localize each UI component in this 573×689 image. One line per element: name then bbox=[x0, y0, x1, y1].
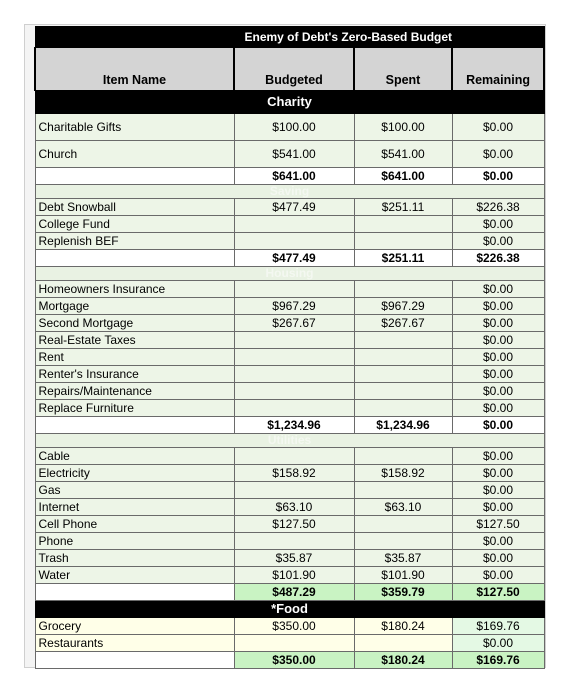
budgeted-cell[interactable]: $477.49 bbox=[234, 199, 354, 216]
header-remaining[interactable]: Remaining bbox=[452, 48, 544, 91]
section-header-charity bbox=[35, 91, 544, 114]
item-name-cell[interactable]: College Fund bbox=[35, 216, 234, 233]
total-remaining-cell[interactable]: $0.00 bbox=[452, 417, 544, 434]
remaining-cell[interactable]: $0.00 bbox=[452, 635, 544, 652]
budgeted-cell[interactable]: $127.50 bbox=[234, 516, 354, 533]
remaining-cell[interactable]: $0.00 bbox=[452, 332, 544, 349]
remaining-cell[interactable]: $0.00 bbox=[452, 114, 544, 141]
item-name-cell[interactable]: Mortgage bbox=[35, 298, 234, 315]
budgeted-cell[interactable] bbox=[234, 281, 354, 298]
remaining-cell[interactable]: $0.00 bbox=[452, 216, 544, 233]
remaining-cell[interactable]: $0.00 bbox=[452, 315, 544, 332]
budgeted-cell[interactable] bbox=[234, 383, 354, 400]
section-header-housing bbox=[35, 267, 544, 281]
remaining-cell[interactable]: $226.38 bbox=[452, 199, 544, 216]
remaining-cell[interactable]: $169.76 bbox=[452, 618, 544, 635]
remaining-cell[interactable]: $0.00 bbox=[452, 550, 544, 567]
budgeted-cell[interactable] bbox=[234, 482, 354, 499]
spent-cell[interactable] bbox=[354, 448, 452, 465]
spent-cell[interactable] bbox=[354, 383, 452, 400]
item-name-cell[interactable]: Repairs/Maintenance bbox=[35, 383, 234, 400]
total-label-cell[interactable] bbox=[35, 250, 234, 267]
section-label[interactable]: Housing bbox=[35, 267, 544, 281]
spent-cell[interactable] bbox=[354, 516, 452, 533]
spent-cell[interactable]: $100.00 bbox=[354, 114, 452, 141]
budgeted-cell[interactable] bbox=[234, 533, 354, 550]
table-row bbox=[35, 383, 544, 400]
table-row bbox=[35, 281, 544, 298]
table-row bbox=[35, 618, 544, 635]
table-row bbox=[35, 349, 544, 366]
spent-cell[interactable]: $967.29 bbox=[354, 298, 452, 315]
remaining-cell[interactable]: $0.00 bbox=[452, 567, 544, 584]
spent-cell[interactable] bbox=[354, 233, 452, 250]
budgeted-cell[interactable]: $158.92 bbox=[234, 465, 354, 482]
item-name-cell[interactable]: Rent bbox=[35, 349, 234, 366]
table-row bbox=[35, 216, 544, 233]
budget-table bbox=[34, 26, 545, 669]
total-row-housing bbox=[35, 417, 544, 434]
remaining-cell[interactable]: $0.00 bbox=[452, 465, 544, 482]
budgeted-cell[interactable]: $967.29 bbox=[234, 298, 354, 315]
table-row bbox=[35, 533, 544, 550]
header-item-name[interactable]: Item Name bbox=[35, 48, 234, 91]
total-row-utilities bbox=[35, 584, 544, 601]
item-name-cell[interactable]: Replenish BEF bbox=[35, 233, 234, 250]
spent-cell[interactable]: $267.67 bbox=[354, 315, 452, 332]
remaining-cell[interactable]: $0.00 bbox=[452, 448, 544, 465]
budgeted-cell[interactable] bbox=[234, 233, 354, 250]
table-row bbox=[35, 315, 544, 332]
table-row bbox=[35, 332, 544, 349]
total-label-cell[interactable] bbox=[35, 168, 234, 185]
table-row bbox=[35, 298, 544, 315]
total-spent-cell[interactable]: $251.11 bbox=[354, 250, 452, 267]
spent-cell[interactable] bbox=[354, 281, 452, 298]
item-name-cell[interactable]: Second Mortgage bbox=[35, 315, 234, 332]
item-name-cell[interactable]: Renter's Insurance bbox=[35, 366, 234, 383]
total-budgeted-cell[interactable]: $477.49 bbox=[234, 250, 354, 267]
total-row-saving bbox=[35, 250, 544, 267]
remaining-cell[interactable]: $0.00 bbox=[452, 281, 544, 298]
total-remaining-cell[interactable]: $169.76 bbox=[452, 652, 544, 669]
item-name-cell[interactable]: Water bbox=[35, 567, 234, 584]
header-spent[interactable]: Spent bbox=[354, 48, 452, 91]
budgeted-cell[interactable]: $350.00 bbox=[234, 618, 354, 635]
header-budgeted[interactable]: Budgeted bbox=[234, 48, 354, 91]
remaining-cell[interactable]: $127.50 bbox=[452, 516, 544, 533]
spent-cell[interactable]: $251.11 bbox=[354, 199, 452, 216]
spent-cell[interactable]: $541.00 bbox=[354, 141, 452, 168]
budgeted-cell[interactable]: $267.67 bbox=[234, 315, 354, 332]
remaining-cell[interactable]: $0.00 bbox=[452, 349, 544, 366]
budgeted-cell[interactable]: $100.00 bbox=[234, 114, 354, 141]
item-name-cell[interactable]: Charitable Gifts bbox=[35, 114, 234, 141]
spent-cell[interactable] bbox=[354, 400, 452, 417]
budgeted-cell[interactable] bbox=[234, 216, 354, 233]
total-remaining-cell[interactable]: $0.00 bbox=[452, 168, 544, 185]
item-name-cell[interactable]: Real-Estate Taxes bbox=[35, 332, 234, 349]
spent-cell[interactable] bbox=[354, 482, 452, 499]
total-remaining-cell[interactable]: $127.50 bbox=[452, 584, 544, 601]
item-name-cell[interactable]: Internet bbox=[35, 499, 234, 516]
item-name-cell[interactable]: Cable bbox=[35, 448, 234, 465]
total-row-charity bbox=[35, 168, 544, 185]
item-name-cell[interactable]: Gas bbox=[35, 482, 234, 499]
budgeted-cell[interactable] bbox=[234, 635, 354, 652]
budgeted-cell[interactable]: $541.00 bbox=[234, 141, 354, 168]
item-name-cell[interactable]: Electricity bbox=[35, 465, 234, 482]
item-name-cell[interactable]: Church bbox=[35, 141, 234, 168]
budgeted-cell[interactable]: $35.87 bbox=[234, 550, 354, 567]
spent-cell[interactable] bbox=[354, 216, 452, 233]
spent-cell[interactable] bbox=[354, 366, 452, 383]
table-row bbox=[35, 366, 544, 383]
remaining-cell[interactable]: $0.00 bbox=[452, 141, 544, 168]
table-row bbox=[35, 448, 544, 465]
total-row-food bbox=[35, 652, 544, 669]
remaining-cell[interactable]: $0.00 bbox=[452, 400, 544, 417]
total-spent-cell[interactable]: $1,234.96 bbox=[354, 417, 452, 434]
section-label[interactable]: *Food bbox=[35, 601, 544, 618]
header-row bbox=[35, 48, 544, 91]
table-row bbox=[35, 482, 544, 499]
total-remaining-cell[interactable]: $226.38 bbox=[452, 250, 544, 267]
item-name-cell[interactable]: Phone bbox=[35, 533, 234, 550]
spent-cell[interactable] bbox=[354, 332, 452, 349]
spent-cell[interactable]: $101.90 bbox=[354, 567, 452, 584]
spent-cell[interactable] bbox=[354, 349, 452, 366]
item-name-cell[interactable]: Grocery bbox=[35, 618, 234, 635]
section-header-food bbox=[35, 601, 544, 618]
section-header-utilities bbox=[35, 434, 544, 448]
item-name-cell[interactable]: Debt Snowball bbox=[35, 199, 234, 216]
total-label-cell[interactable] bbox=[35, 584, 234, 601]
budgeted-cell[interactable] bbox=[234, 366, 354, 383]
table-row bbox=[35, 114, 544, 141]
section-label[interactable]: Utilities bbox=[35, 434, 544, 448]
table-row bbox=[35, 516, 544, 533]
remaining-cell[interactable]: $0.00 bbox=[452, 482, 544, 499]
total-budgeted-cell[interactable]: $641.00 bbox=[234, 168, 354, 185]
table-row bbox=[35, 199, 544, 216]
total-budgeted-cell[interactable]: $1,234.96 bbox=[234, 417, 354, 434]
table-row bbox=[35, 233, 544, 250]
remaining-cell[interactable]: $0.00 bbox=[452, 233, 544, 250]
sheet-title[interactable]: Enemy of Debt's Zero-Based Budget bbox=[234, 27, 544, 48]
remaining-cell[interactable]: $0.00 bbox=[452, 533, 544, 550]
section-label[interactable]: Charity bbox=[35, 91, 544, 114]
table-row bbox=[35, 567, 544, 584]
table-row bbox=[35, 400, 544, 417]
item-name-cell[interactable]: Replace Furniture bbox=[35, 400, 234, 417]
total-budgeted-cell[interactable]: $487.29 bbox=[234, 584, 354, 601]
budgeted-cell[interactable] bbox=[234, 448, 354, 465]
spent-cell[interactable]: $63.10 bbox=[354, 499, 452, 516]
item-name-cell[interactable]: Homeowners Insurance bbox=[35, 281, 234, 298]
item-name-cell[interactable]: Trash bbox=[35, 550, 234, 567]
title-empty-cell[interactable] bbox=[35, 27, 234, 48]
table-row bbox=[35, 550, 544, 567]
section-header-saving bbox=[35, 185, 544, 199]
total-spent-cell[interactable]: $180.24 bbox=[354, 652, 452, 669]
remaining-cell[interactable]: $0.00 bbox=[452, 499, 544, 516]
budgeted-cell[interactable] bbox=[234, 349, 354, 366]
budgeted-cell[interactable]: $101.90 bbox=[234, 567, 354, 584]
budgeted-cell[interactable] bbox=[234, 400, 354, 417]
table-row bbox=[35, 465, 544, 482]
remaining-cell[interactable]: $0.00 bbox=[452, 298, 544, 315]
table-row bbox=[35, 635, 544, 652]
table-row bbox=[35, 499, 544, 516]
spent-cell[interactable] bbox=[354, 533, 452, 550]
spent-cell[interactable]: $158.92 bbox=[354, 465, 452, 482]
item-name-cell[interactable]: Restaurants bbox=[35, 635, 234, 652]
table-row bbox=[35, 141, 544, 168]
total-spent-cell[interactable]: $641.00 bbox=[354, 168, 452, 185]
section-label[interactable]: Saving bbox=[35, 185, 544, 199]
remaining-cell[interactable]: $0.00 bbox=[452, 383, 544, 400]
item-name-cell[interactable]: Cell Phone bbox=[35, 516, 234, 533]
title-row bbox=[35, 27, 544, 48]
total-label-cell[interactable] bbox=[35, 652, 234, 669]
remaining-cell[interactable]: $0.00 bbox=[452, 366, 544, 383]
total-label-cell[interactable] bbox=[35, 417, 234, 434]
total-spent-cell[interactable]: $359.79 bbox=[354, 584, 452, 601]
spent-cell[interactable]: $35.87 bbox=[354, 550, 452, 567]
spent-cell[interactable]: $180.24 bbox=[354, 618, 452, 635]
total-budgeted-cell[interactable]: $350.00 bbox=[234, 652, 354, 669]
budgeted-cell[interactable] bbox=[234, 332, 354, 349]
spent-cell[interactable] bbox=[354, 635, 452, 652]
budgeted-cell[interactable]: $63.10 bbox=[234, 499, 354, 516]
